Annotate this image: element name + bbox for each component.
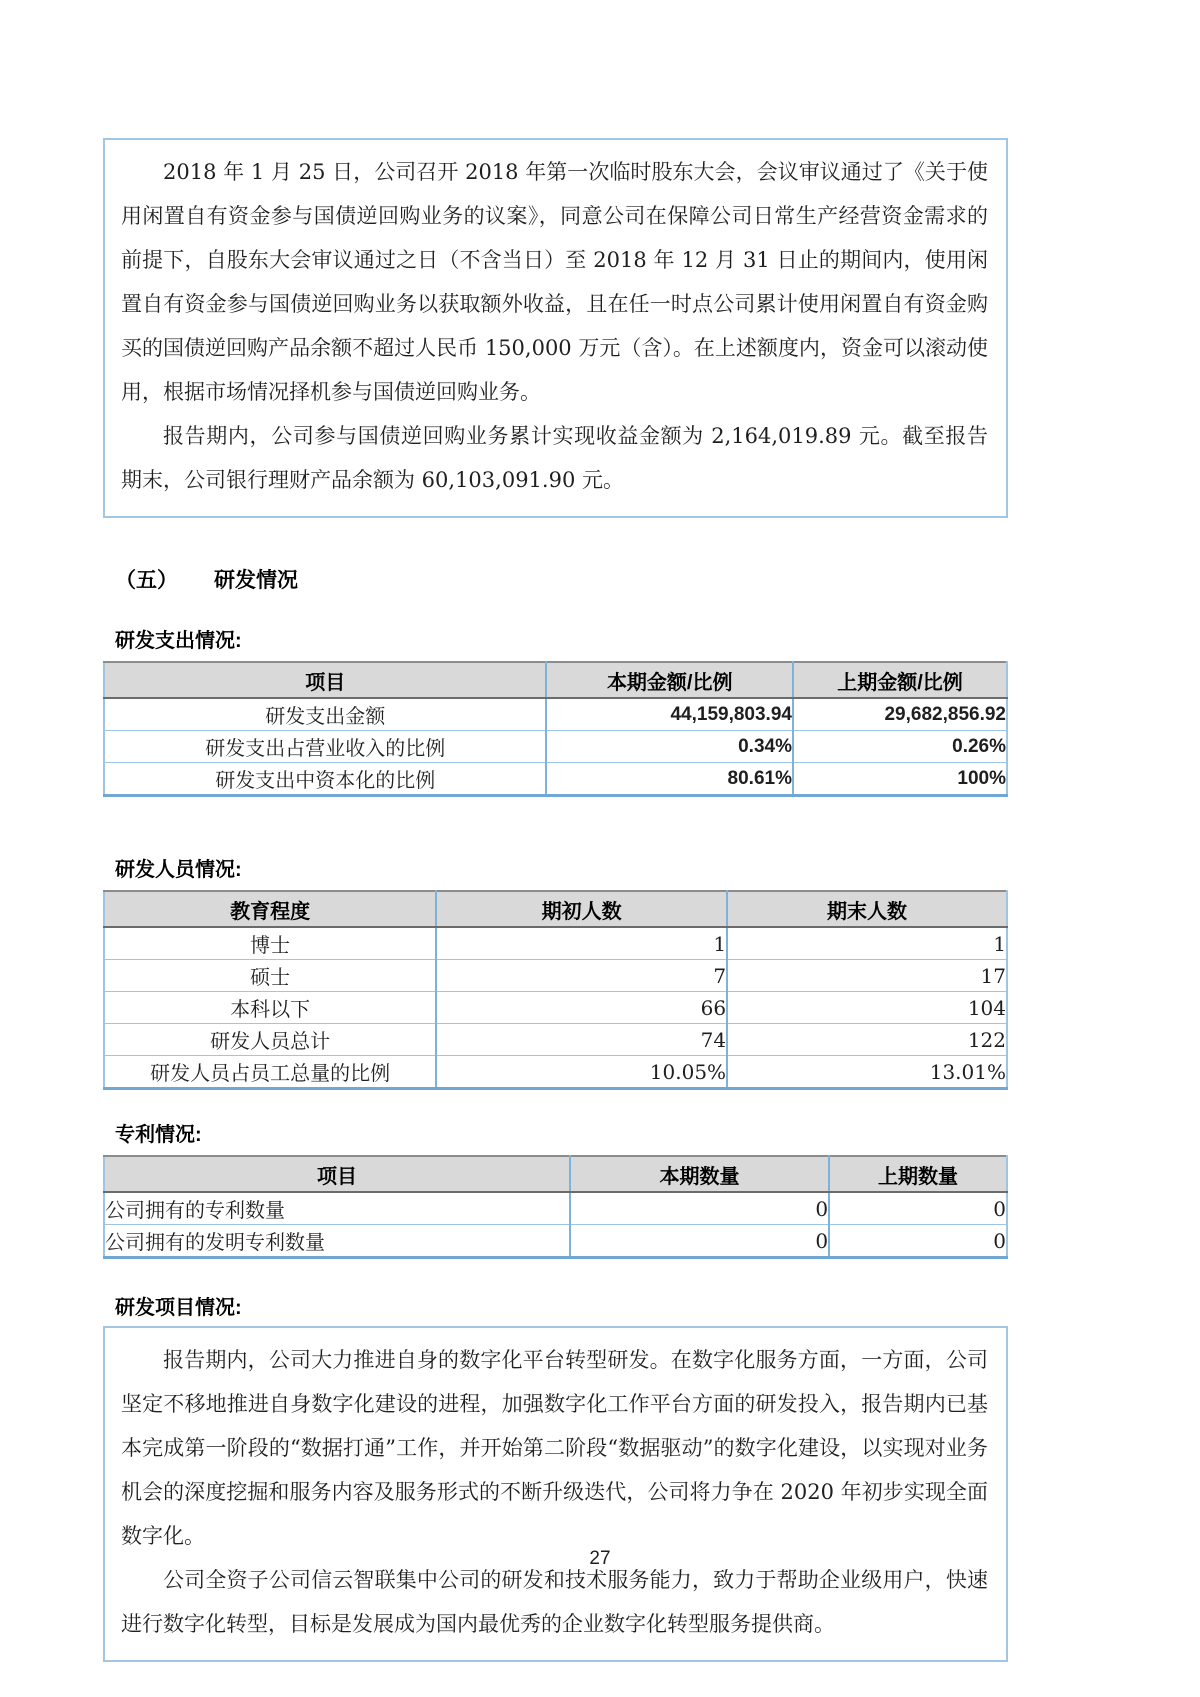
- rd-projects-paragraph-1: 报告期内，公司大力推进自身的数字化平台转型研发。在数字化服务方面，一方面，公司坚定不移地推进自身数字化建设的进程，加强数字化工作平台方面的研发投入，报告期内已基本完成第一阶段的“数据打通”工作，并开始第二阶段“数据驱动”的数字化建设，以实现对业务机会的深度挖掘和服务内容及服务形式的不断升级迭代，公司将力争在 2020 年初步实现全面数字化。: [121, 1348, 988, 1548]
- table-header-cell: 教育程度: [104, 891, 436, 927]
- table-header-cell: 项目: [104, 1156, 570, 1192]
- repo-paragraph-1: 2018 年 1 月 25 日，公司召开 2018 年第一次临时股东大会，会议审议通过了《关于使用闲置自有资金参与国债逆回购业务的议案》，同意公司在保障公司日常生产经营资金需求的前提下，自股东大会审议通过之日（不含当日）至 2018 年 12 月 31 日止的期间内，使用闲置自有资金参与国债逆回购业务以获取额外收益，且在任一时点公司累计使用闲置自有资金购买的国债逆回购产品余额不超过人民币 150,000 万元（含）。在上述额度内，资金可以滚动使用，根据市场情况择机参与国债逆回购业务。: [121, 160, 988, 404]
- section-title: 研发情况: [214, 569, 298, 592]
- table-row: [104, 763, 1007, 796]
- table-row: [104, 1225, 1007, 1258]
- table-cell: 研发支出金额: [104, 698, 546, 731]
- table-cell: 0.34%: [546, 731, 793, 763]
- table-cell: 13.01%: [727, 1056, 1007, 1089]
- table-cell: 硕士: [104, 960, 436, 992]
- table-cell: 10.05%: [436, 1056, 727, 1089]
- table-cell: 本科以下: [104, 992, 436, 1024]
- table-cell: 122: [727, 1024, 1007, 1056]
- table-cell: 100%: [793, 763, 1007, 796]
- table-cell: 公司拥有的发明专利数量: [104, 1225, 570, 1258]
- page-content: [103, 138, 1008, 1662]
- table-header-cell: 项目: [104, 662, 546, 698]
- table-row: [104, 1192, 1007, 1225]
- table-row: [104, 1056, 1007, 1089]
- repo-business-block: [103, 138, 1008, 518]
- table-row: [104, 698, 1007, 731]
- table-cell: 29,682,856.92: [793, 698, 1007, 731]
- table-cell: 研发人员总计: [104, 1024, 436, 1056]
- table-header-cell: 上期数量: [829, 1156, 1007, 1192]
- table-header-row: [104, 662, 1007, 698]
- table-header-cell: 期末人数: [727, 891, 1007, 927]
- table-row: [104, 992, 1007, 1024]
- rd-staff-label: 研发人员情况:: [115, 859, 242, 881]
- table-cell: 1: [436, 927, 727, 960]
- rd-expense-label: 研发支出情况:: [115, 630, 242, 652]
- table-row: [104, 927, 1007, 960]
- page-number: 27: [589, 1548, 611, 1569]
- table-cell: 0: [570, 1225, 829, 1258]
- table-row: [104, 731, 1007, 763]
- rd-projects-paragraph-2: 公司全资子公司信云智联集中公司的研发和技术服务能力，致力于帮助企业级用户，快速进行数字化转型，目标是发展成为国内最优秀的企业数字化转型服务提供商。: [121, 1568, 988, 1636]
- table-cell: 80.61%: [546, 763, 793, 796]
- table-cell: 0: [570, 1192, 829, 1225]
- patents-table: [103, 1155, 1008, 1259]
- table-header-cell: 本期数量: [570, 1156, 829, 1192]
- table-cell: 研发支出中资本化的比例: [104, 763, 546, 796]
- section-heading-rd: [115, 564, 1008, 594]
- section-index: （五）: [115, 569, 178, 592]
- table-header-row: [104, 891, 1007, 927]
- rd-expense-table: [103, 661, 1008, 797]
- table-cell: 公司拥有的专利数量: [104, 1192, 570, 1225]
- rd-projects-block: [103, 1326, 1008, 1662]
- table-cell: 0: [829, 1225, 1007, 1258]
- table-header-cell: 上期金额/比例: [793, 662, 1007, 698]
- table-cell: 17: [727, 960, 1007, 992]
- table-header-cell: 本期金额/比例: [546, 662, 793, 698]
- rd-projects-label: 研发项目情况:: [115, 1297, 242, 1319]
- table-cell: 7: [436, 960, 727, 992]
- repo-paragraph-2: 报告期内，公司参与国债逆回购业务累计实现收益金额为 2,164,019.89 元。截至报告期末，公司银行理财产品余额为 60,103,091.90 元。: [121, 424, 988, 492]
- table-cell: 44,159,803.94: [546, 698, 793, 731]
- table-row: [104, 1024, 1007, 1056]
- rd-staff-table: [103, 890, 1008, 1090]
- table-row: [104, 960, 1007, 992]
- table-cell: 1: [727, 927, 1007, 960]
- table-cell: 74: [436, 1024, 727, 1056]
- table-cell: 0: [829, 1192, 1007, 1225]
- table-cell: 研发人员占员工总量的比例: [104, 1056, 436, 1089]
- table-cell: 66: [436, 992, 727, 1024]
- patents-label: 专利情况:: [115, 1124, 202, 1146]
- table-header-row: [104, 1156, 1007, 1192]
- table-header-cell: 期初人数: [436, 891, 727, 927]
- table-cell: 博士: [104, 927, 436, 960]
- table-cell: 0.26%: [793, 731, 1007, 763]
- table-cell: 104: [727, 992, 1007, 1024]
- table-cell: 研发支出占营业收入的比例: [104, 731, 546, 763]
